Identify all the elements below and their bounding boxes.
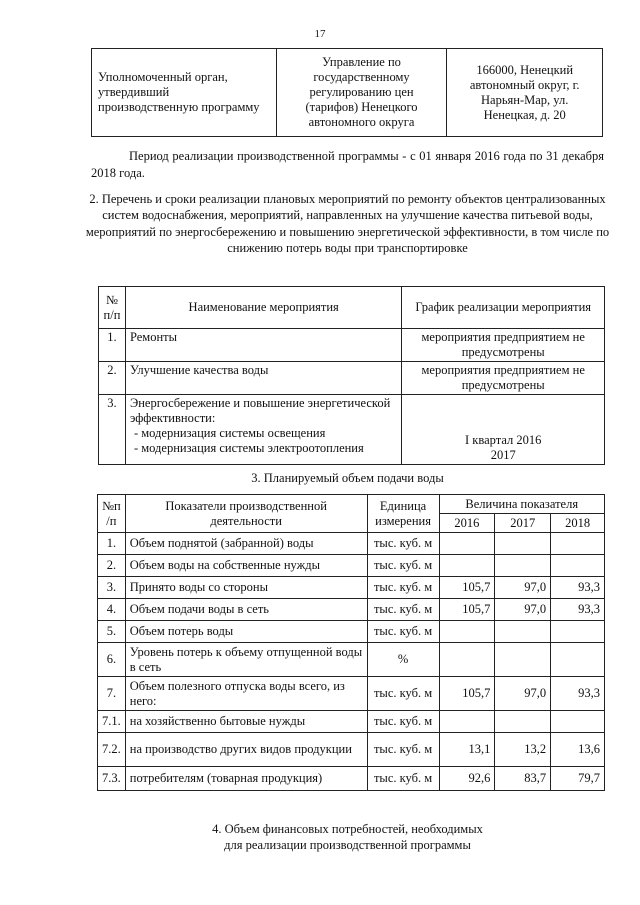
row-num: 7.3.: [98, 767, 126, 791]
table-row: [98, 711, 605, 733]
measures-header-row: [99, 287, 605, 329]
row-value-2017: [495, 711, 551, 733]
table-row: [98, 599, 605, 621]
section-4-heading: [80, 821, 615, 854]
measure-subitem-lighting: - модернизация системы освещения: [133, 426, 326, 440]
year-header: 2016: [439, 514, 495, 533]
row-value-2017: [495, 533, 551, 555]
table-row: [98, 533, 605, 555]
row-value-2017: [495, 643, 551, 677]
row-unit: тыс. куб. м: [367, 599, 439, 621]
row-value-2018: 79,7: [551, 767, 605, 791]
measure-num: 3.: [99, 395, 126, 465]
row-indicator: на производство других видов продукции: [125, 733, 367, 767]
row-value-2017: 97,0: [495, 677, 551, 711]
row-value-2018: 13,6: [551, 733, 605, 767]
row-indicator: Уровень потерь к объему отпущенной воды в сеть: [125, 643, 367, 677]
table-row: [98, 555, 605, 577]
authorized-body-agency: Управление по государственному регулированию цен (тарифов) Ненецкого автономного округа: [276, 49, 447, 137]
volume-header-num: №п /п: [98, 495, 126, 533]
row-value-2017: 13,2: [495, 733, 551, 767]
row-value-2018: [551, 643, 605, 677]
row-indicator: Объем воды на собственные нужды: [125, 555, 367, 577]
table-row: [99, 362, 605, 395]
row-value-2016: 13,1: [439, 733, 495, 767]
row-value-2017: 97,0: [495, 599, 551, 621]
row-indicator: Объем поднятой (забранной) воды: [125, 533, 367, 555]
measure-num: 1.: [99, 329, 126, 362]
measures-table: [98, 286, 605, 465]
row-value-2017: [495, 555, 551, 577]
program-period: Период реализации производственной программы - с 01 января 2016 года по 31 декабря 2018 года.: [91, 149, 604, 180]
row-value-2018: 93,3: [551, 599, 605, 621]
table-row: [99, 329, 605, 362]
row-unit: тыс. куб. м: [367, 711, 439, 733]
table-row: [98, 577, 605, 599]
table-row: [98, 767, 605, 791]
authorized-body-address: 166000, Ненецкий автономный округ, г. Нарьян-Мар, ул. Ненецкая, д. 20: [447, 49, 603, 137]
row-value-2016: 105,7: [439, 677, 495, 711]
authorized-body-label: Уполномоченный орган, утвердивший производственную программу: [92, 49, 277, 137]
row-value-2018: 93,3: [551, 677, 605, 711]
section-4-heading-line2: для реализации производственной программы: [224, 838, 471, 853]
row-num: 2.: [98, 555, 126, 577]
row-value-2016: [439, 621, 495, 643]
volume-header-row: [98, 495, 605, 514]
row-value-2016: [439, 643, 495, 677]
row-value-2016: [439, 711, 495, 733]
row-value-2016: [439, 555, 495, 577]
year-header: 2018: [551, 514, 605, 533]
row-value-2018: [551, 711, 605, 733]
section-4-heading-line1: 4. Объем финансовых потребностей, необходимых: [212, 822, 483, 836]
measure-num: 2.: [99, 362, 126, 395]
row-num: 7.2.: [98, 733, 126, 767]
measure-subitem-heating: - модернизация системы электроотопления: [133, 441, 364, 455]
table-row: [98, 677, 605, 711]
row-indicator: на хозяйственно бытовые нужды: [125, 711, 367, 733]
table-row: [98, 733, 605, 767]
row-value-2016: 105,7: [439, 599, 495, 621]
row-num: 4.: [98, 599, 126, 621]
row-indicator: Объем полезного отпуска воды всего, из него:: [125, 677, 367, 711]
row-indicator: Принято воды со стороны: [125, 577, 367, 599]
table-row: [98, 643, 605, 677]
measure-schedule: мероприятия предприятием не предусмотрены: [402, 329, 605, 362]
section-3-heading: 3. Планируемый объем подачи воды: [251, 471, 444, 485]
row-unit: тыс. куб. м: [367, 577, 439, 599]
authorized-body-table: [91, 48, 603, 137]
row-value-2017: 83,7: [495, 767, 551, 791]
row-indicator: Объем потерь воды: [125, 621, 367, 643]
row-unit: тыс. куб. м: [367, 533, 439, 555]
measure-schedule-lighting: I квартал 2016: [465, 433, 542, 447]
measure-schedule-heating: 2017: [490, 448, 516, 462]
row-indicator: потребителям (товарная продукция): [125, 767, 367, 791]
row-value-2018: [551, 555, 605, 577]
row-unit: тыс. куб. м: [367, 733, 439, 767]
table-row: [99, 395, 605, 465]
row-unit: %: [367, 643, 439, 677]
water-volume-table: [97, 494, 605, 791]
row-value-2018: 93,3: [551, 577, 605, 599]
measure-name: Ремонты: [125, 329, 401, 362]
volume-header-unit: Единица измерения: [367, 495, 439, 533]
row-indicator: Объем подачи воды в сеть: [125, 599, 367, 621]
row-unit: тыс. куб. м: [367, 555, 439, 577]
measure-name: Энергосбережение и повышение энергетической эффективности:: [129, 396, 391, 425]
row-value-2018: [551, 621, 605, 643]
volume-header-indicator: Показатели производственной деятельности: [125, 495, 367, 533]
row-value-2016: 105,7: [439, 577, 495, 599]
measures-header-num: № п/п: [99, 287, 126, 329]
volume-header-value: Величина показателя: [439, 495, 604, 514]
row-value-2017: [495, 621, 551, 643]
row-value-2016: 92,6: [439, 767, 495, 791]
measures-header-name: Наименование мероприятия: [125, 287, 401, 329]
row-num: 7.1.: [98, 711, 126, 733]
measure-name: Улучшение качества воды: [125, 362, 401, 395]
row-value-2016: [439, 533, 495, 555]
measure-schedule: мероприятия предприятием не предусмотрены: [402, 362, 605, 395]
section-2-heading: 2. Перечень и сроки реализации плановых мероприятий по ремонту объектов централизованных систем водоснабжения, мероприятий, направленных на улучшение качества питьевой воды, мероприятий по энергосбережению и повышению энергетической эффективности, в том числе по снижению потерь воды при транспортировке: [85, 192, 610, 255]
row-num: 7.: [98, 677, 126, 711]
row-value-2018: [551, 533, 605, 555]
year-header: 2017: [495, 514, 551, 533]
row-unit: тыс. куб. м: [367, 621, 439, 643]
row-unit: тыс. куб. м: [367, 767, 439, 791]
volume-table-body: [98, 533, 605, 791]
row-num: 3.: [98, 577, 126, 599]
page-number: 17: [314, 28, 326, 40]
row-unit: тыс. куб. м: [367, 677, 439, 711]
row-num: 5.: [98, 621, 126, 643]
table-row: [98, 621, 605, 643]
row-num: 1.: [98, 533, 126, 555]
row-value-2017: 97,0: [495, 577, 551, 599]
measures-header-schedule: График реализации мероприятия: [402, 287, 605, 329]
row-num: 6.: [98, 643, 126, 677]
